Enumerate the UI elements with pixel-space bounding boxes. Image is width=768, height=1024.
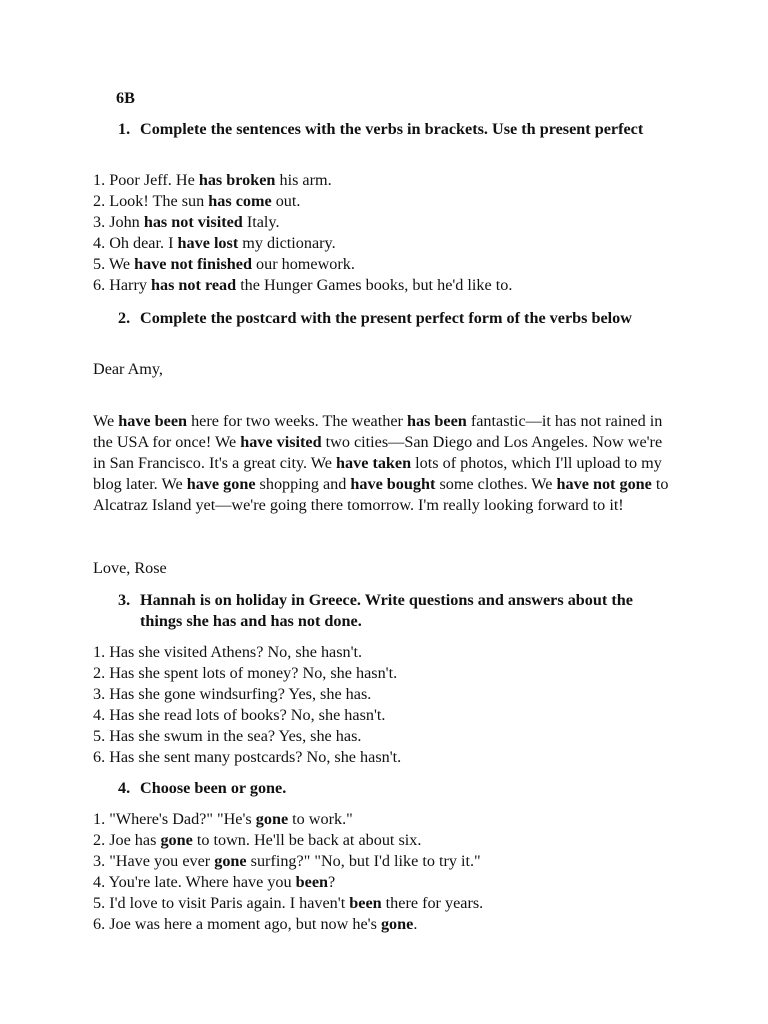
list-item: 3. "Have you ever gone surfing?" "No, but I'd like to try it.": [93, 852, 481, 870]
list-item: 6. Joe was here a moment ago, but now he's gone.: [93, 915, 418, 933]
list-item: 2. Joe has gone to town. He'll be back at about six.: [93, 831, 422, 849]
list-item: 5. I'd love to visit Paris again. I haven't been there for years.: [93, 894, 484, 912]
postcard-answer: have gone: [186, 475, 256, 493]
section-3-title: [118, 590, 678, 632]
section-4-number: 4.: [118, 779, 131, 797]
postcard-body: [93, 411, 673, 516]
list-item: 4. You're late. Where have you been?: [93, 873, 336, 891]
postcard-text: We: [93, 412, 119, 430]
list-item: 2. Look! The sun has come out.: [93, 192, 301, 210]
postcard-text: lots of photos, which I'll upload to my blog later. We: [93, 454, 662, 493]
section-1-list: [93, 170, 693, 296]
page-heading: 6B: [116, 89, 135, 107]
postcard-text: here for two weeks. The weather: [187, 412, 407, 430]
postcard-answer: have bought: [350, 475, 436, 493]
postcard-answer: have visited: [240, 433, 322, 451]
postcard-text: fantastic—it has not rained in the USA for once! We: [93, 412, 663, 451]
list-item: 1. Poor Jeff. He has broken his arm.: [93, 171, 332, 189]
section-3-instruction: Hannah is on holiday in Greece. Write questions and answers about the things she has and has not done.: [140, 591, 633, 630]
postcard-text: shopping and: [255, 475, 351, 493]
section-3-number: 3.: [118, 591, 131, 609]
list-item: 6. Has she sent many postcards? No, she hasn't.: [93, 748, 402, 766]
postcard-greeting: Dear Amy,: [93, 360, 163, 378]
postcard-answer: have been: [118, 412, 188, 430]
section-1-instruction: Complete the sentences with the verbs in brackets. Use th present perfect: [140, 120, 644, 138]
list-item: 5. Has she swum in the sea? Yes, she has.: [93, 727, 362, 745]
section-1-title: [118, 119, 678, 140]
list-item: 2. Has she spent lots of money? No, she hasn't.: [93, 664, 398, 682]
postcard-text: to Alcatraz Island yet—we're going there tomorrow. I'm really looking forward to it!: [93, 475, 669, 514]
postcard-answer: have not gone: [556, 475, 652, 493]
list-item: 3. Has she gone windsurfing? Yes, she has.: [93, 685, 372, 703]
section-4-list: [93, 809, 693, 935]
postcard-text: two cities—San Diego and Los Angeles. Now we're in San Francisco. It's a great city. We: [93, 433, 663, 472]
postcard-signoff: Love, Rose: [93, 559, 167, 577]
section-4-title: [118, 778, 678, 799]
section-3-list: [93, 642, 693, 768]
section-2-number: 2.: [118, 309, 131, 327]
postcard-answer: have taken: [336, 454, 412, 472]
list-item: 4. Has she read lots of books? No, she hasn't.: [93, 706, 386, 724]
postcard-answer: has been: [406, 412, 467, 430]
postcard-text: some clothes. We: [435, 475, 557, 493]
list-item: 3. John has not visited Italy.: [93, 213, 280, 231]
section-1-number: 1.: [118, 120, 131, 138]
list-item: 4. Oh dear. I have lost my dictionary.: [93, 234, 336, 252]
section-2-instruction: Complete the postcard with the present perfect form of the verbs below: [140, 309, 632, 327]
list-item: 6. Harry has not read the Hunger Games books, but he'd like to.: [93, 276, 513, 294]
list-item: 1. "Where's Dad?" "He's gone to work.": [93, 810, 353, 828]
list-item: 5. We have not finished our homework.: [93, 255, 355, 273]
section-4-instruction: Choose been or gone.: [140, 779, 287, 797]
section-2-title: [118, 308, 678, 329]
list-item: 1. Has she visited Athens? No, she hasn't.: [93, 643, 363, 661]
